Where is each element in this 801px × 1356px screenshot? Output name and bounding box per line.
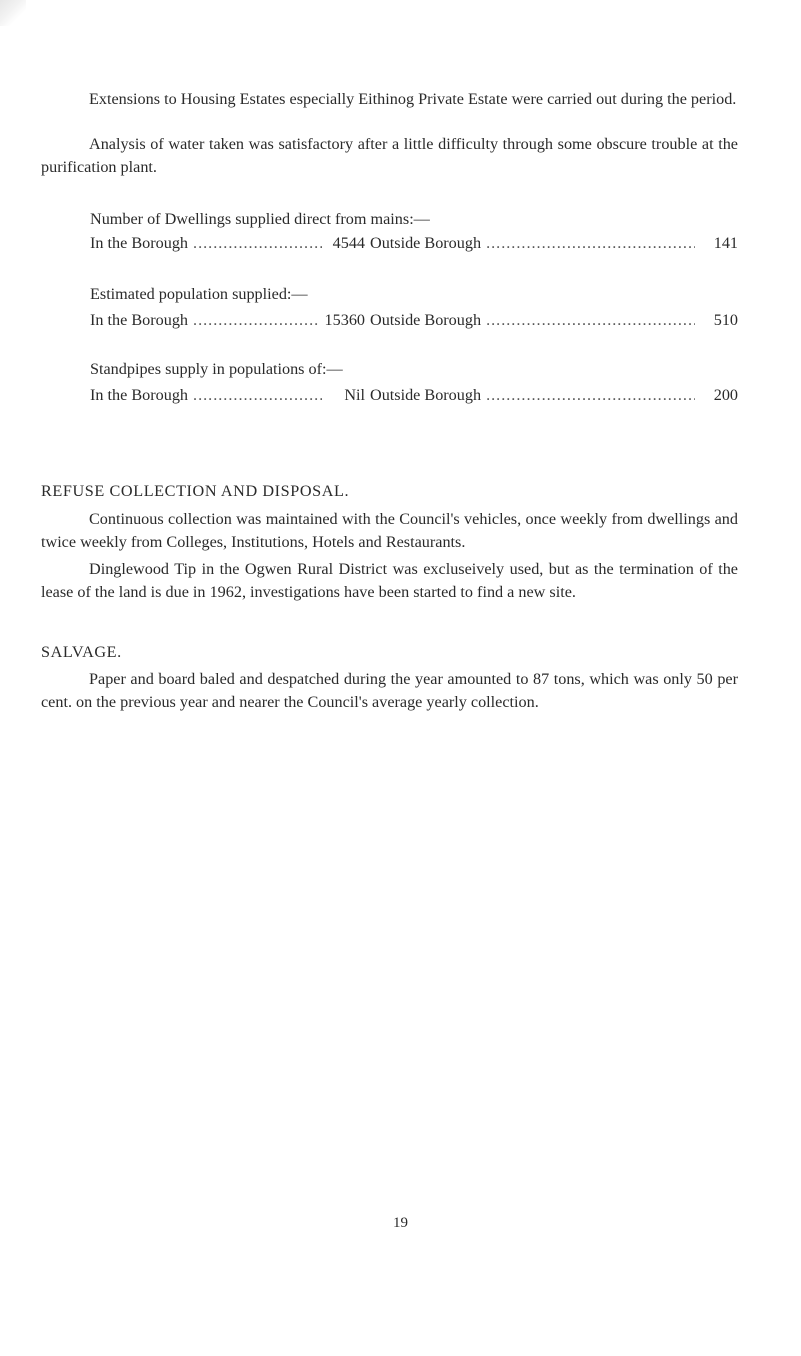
leader-dots	[486, 309, 695, 332]
population-out-label: Outside Borough	[370, 311, 482, 329]
refuse-section-heading: REFUSE COLLECTION AND DISPOSAL.	[41, 482, 350, 500]
population-in-value: 15360	[324, 311, 365, 329]
population-row	[90, 309, 738, 331]
refuse-paragraph-tip: Dinglewood Tip in the Ogwen Rural District was excluseively used, but as the termination of the lease of the land is due in 1962, investigations have been started to find a new site.	[41, 560, 738, 601]
dwellings-out-value: 141	[713, 234, 738, 252]
standpipes-out-value: 200	[713, 386, 738, 404]
salvage-paragraph: Paper and board baled and despatched during the year amounted to 87 tons, which was only 50 per cent. on the previous year and nearer the Council's average yearly collection.	[41, 670, 738, 711]
dwellings-out-label: Outside Borough	[370, 234, 482, 252]
standpipes-in-label: In the Borough	[90, 386, 189, 404]
leader-dots	[193, 384, 322, 407]
dwellings-in-value: 4544	[332, 234, 365, 252]
population-out-value: 510	[713, 311, 738, 329]
leader-dots	[193, 232, 322, 255]
refuse-paragraph-collection: Continuous collection was maintained with the Council's vehicles, once weekly from dwellings and twice weekly from Colleges, Institutions, Hotels and Restaurants.	[41, 510, 738, 551]
dwellings-in-label: In the Borough	[90, 234, 189, 252]
leader-dots	[486, 232, 695, 255]
standpipes-out-label: Outside Borough	[370, 386, 482, 404]
dwellings-heading: Number of Dwellings supplied direct from mains:—	[90, 210, 430, 228]
intro-paragraph-water-analysis: Analysis of water taken was satisfactory after a little difficulty through some obscure trouble at the purification plant.	[41, 135, 738, 176]
page-corner-shadow	[0, 0, 26, 26]
population-heading: Estimated population supplied:—	[90, 285, 308, 303]
salvage-section-heading: SALVAGE.	[41, 643, 122, 661]
leader-dots	[193, 309, 320, 332]
standpipes-in-value: Nil	[344, 386, 365, 404]
intro-paragraph-housing: Extensions to Housing Estates especially Eithinog Private Estate were carried out during the period.	[89, 90, 737, 108]
page-number: 19	[393, 1215, 408, 1231]
dwellings-row	[90, 232, 738, 254]
leader-dots	[486, 384, 695, 407]
standpipes-row	[90, 384, 738, 406]
standpipes-heading: Standpipes supply in populations of:—	[90, 360, 343, 378]
population-in-label: In the Borough	[90, 311, 189, 329]
